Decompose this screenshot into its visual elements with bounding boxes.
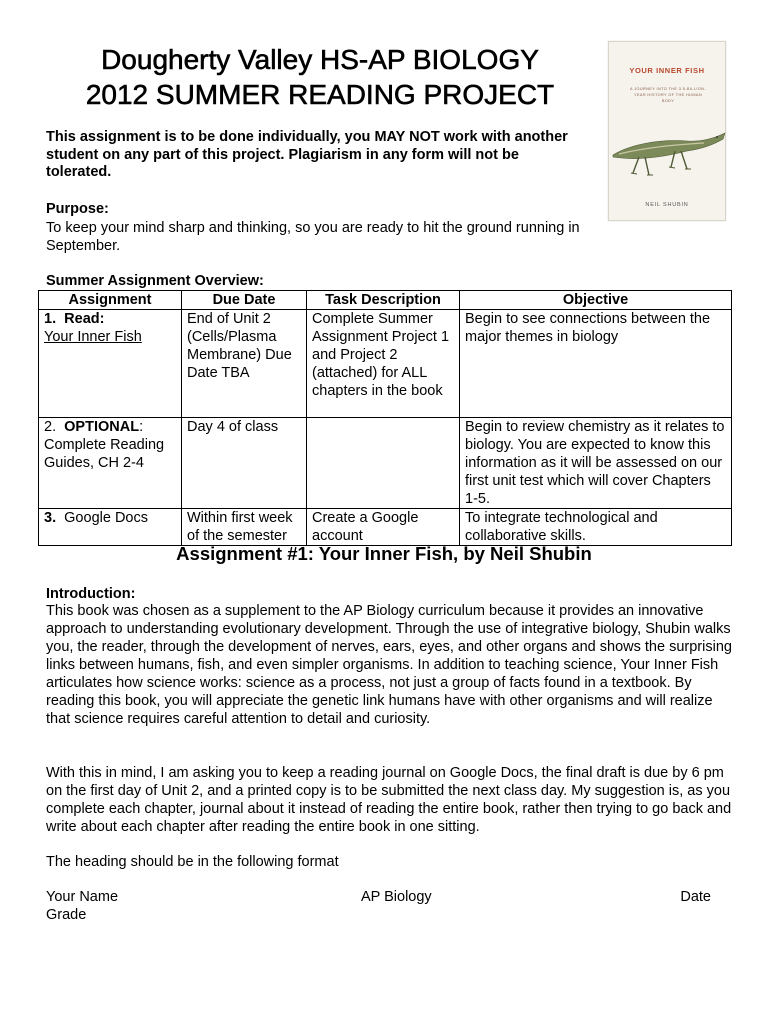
column-header-objective: Objective bbox=[460, 291, 732, 310]
assignment-number: 3. bbox=[44, 510, 57, 526]
assignment-label: Read: bbox=[64, 311, 105, 327]
assignment-number: 2. bbox=[44, 419, 57, 435]
assignment-cell bbox=[39, 509, 182, 546]
assignment-title: Your Inner Fish bbox=[44, 329, 142, 345]
column-header-due-date: Due Date bbox=[182, 291, 307, 310]
assignment-1-heading: Assignment #1: Your Inner Fish, by Neil Shubin bbox=[176, 543, 592, 564]
introduction-text: This book was chosen as a supplement to the AP Biology curriculum because it provides an innovative approach to understanding evolutionary development. Through the use of integrative biology, Shubin walks you, the reader, through the development of nerves, ears, eyes, and other organs and shows the surprising links between humans, fish, and even simpler organisms. In addition to teaching science, Your Inner Fish articulates how science works: science as a process, not just a group of facts found in a textbook. By reading this book, you will appreciate the genetic link humans have with other organisms and will realize that science requires careful attention to detail and curiosity. bbox=[46, 603, 732, 727]
page-title-line1: Dougherty Valley HS-AP BIOLOGY bbox=[101, 44, 539, 75]
objective-cell: To integrate technological and collaborative skills. bbox=[460, 509, 732, 546]
fish-illustration-icon bbox=[609, 127, 727, 182]
format-date: Date bbox=[680, 889, 711, 905]
assignment-overview-table bbox=[38, 290, 732, 546]
overview-label: Summer Assignment Overview: bbox=[46, 273, 264, 289]
objective-cell: Begin to review chemistry as it relates to biology. You are expected to know this information as it will be assessed on our first unit test which will cover Chapters 1-5. bbox=[460, 418, 732, 509]
task-description-cell bbox=[307, 418, 460, 509]
due-date-cell: Day 4 of class bbox=[182, 418, 307, 509]
format-your-name: Your Name bbox=[46, 889, 119, 905]
task-description-cell: Create a Google account bbox=[307, 509, 460, 546]
book-cover-author: NEIL SHUBIN bbox=[645, 202, 689, 208]
column-header-task-description: Task Description bbox=[307, 291, 460, 310]
heading-format-instruction: The heading should be in the following format bbox=[46, 854, 339, 870]
assignment-cell bbox=[39, 310, 182, 418]
format-course: AP Biology bbox=[361, 889, 432, 905]
introduction-label: Introduction: bbox=[46, 586, 136, 602]
book-cover-image bbox=[608, 41, 726, 221]
heading-format-example bbox=[46, 888, 711, 928]
due-date-cell: Within first week of the semester bbox=[182, 509, 307, 546]
page-title-line2: 2012 SUMMER READING PROJECT bbox=[85, 79, 555, 110]
purpose-text: To keep your mind sharp and thinking, so you are ready to hit the ground running in September. bbox=[46, 220, 580, 254]
individual-work-warning: This assignment is to be done individually, you MAY NOT work with another student on any part of this project. Plagiarism in any form will not be tolerated. bbox=[46, 129, 568, 180]
assignment-title: Complete Reading Guides, CH 2-4 bbox=[44, 437, 165, 471]
task-description-cell: Complete Summer Assignment Project 1 and Project 2 (attached) for ALL chapters in the book bbox=[307, 310, 460, 418]
objective-cell: Begin to see connections between the major themes in biology bbox=[460, 310, 732, 418]
format-grade: Grade bbox=[46, 907, 87, 923]
table-header-row bbox=[39, 291, 732, 310]
assignment-cell: 2. OPTIONAL: Complete Reading Guides, CH 2-4 bbox=[39, 418, 182, 509]
table-row bbox=[39, 509, 732, 546]
journal-instructions-text: With this in mind, I am asking you to keep a reading journal on Google Docs, the final draft is due by 6 pm on the first day of Unit 2, and a printed copy is to be submitted the next class day. My suggestion is, as you complete each chapter, journal about it instead of reading the entire book, rather then trying to go back and write about each chapter after reading the entire book in one sitting. bbox=[46, 765, 732, 835]
purpose-label: Purpose: bbox=[46, 201, 109, 217]
due-date-cell: End of Unit 2 (Cells/Plasma Membrane) Due Date TBA bbox=[182, 310, 307, 418]
table-row bbox=[39, 418, 732, 509]
assignment-number: 1. bbox=[44, 311, 57, 327]
column-header-assignment: Assignment bbox=[39, 291, 182, 310]
assignment-label: OPTIONAL bbox=[64, 419, 140, 435]
table-row bbox=[39, 310, 732, 418]
book-cover-title: YOUR INNER FISH bbox=[629, 66, 705, 75]
book-cover-subtitle: A JOURNEY INTO THE 3.5-BILLION-YEAR HISTORY OF THE HUMAN BODY bbox=[630, 87, 706, 103]
assignment-title: Google Docs bbox=[64, 510, 148, 526]
